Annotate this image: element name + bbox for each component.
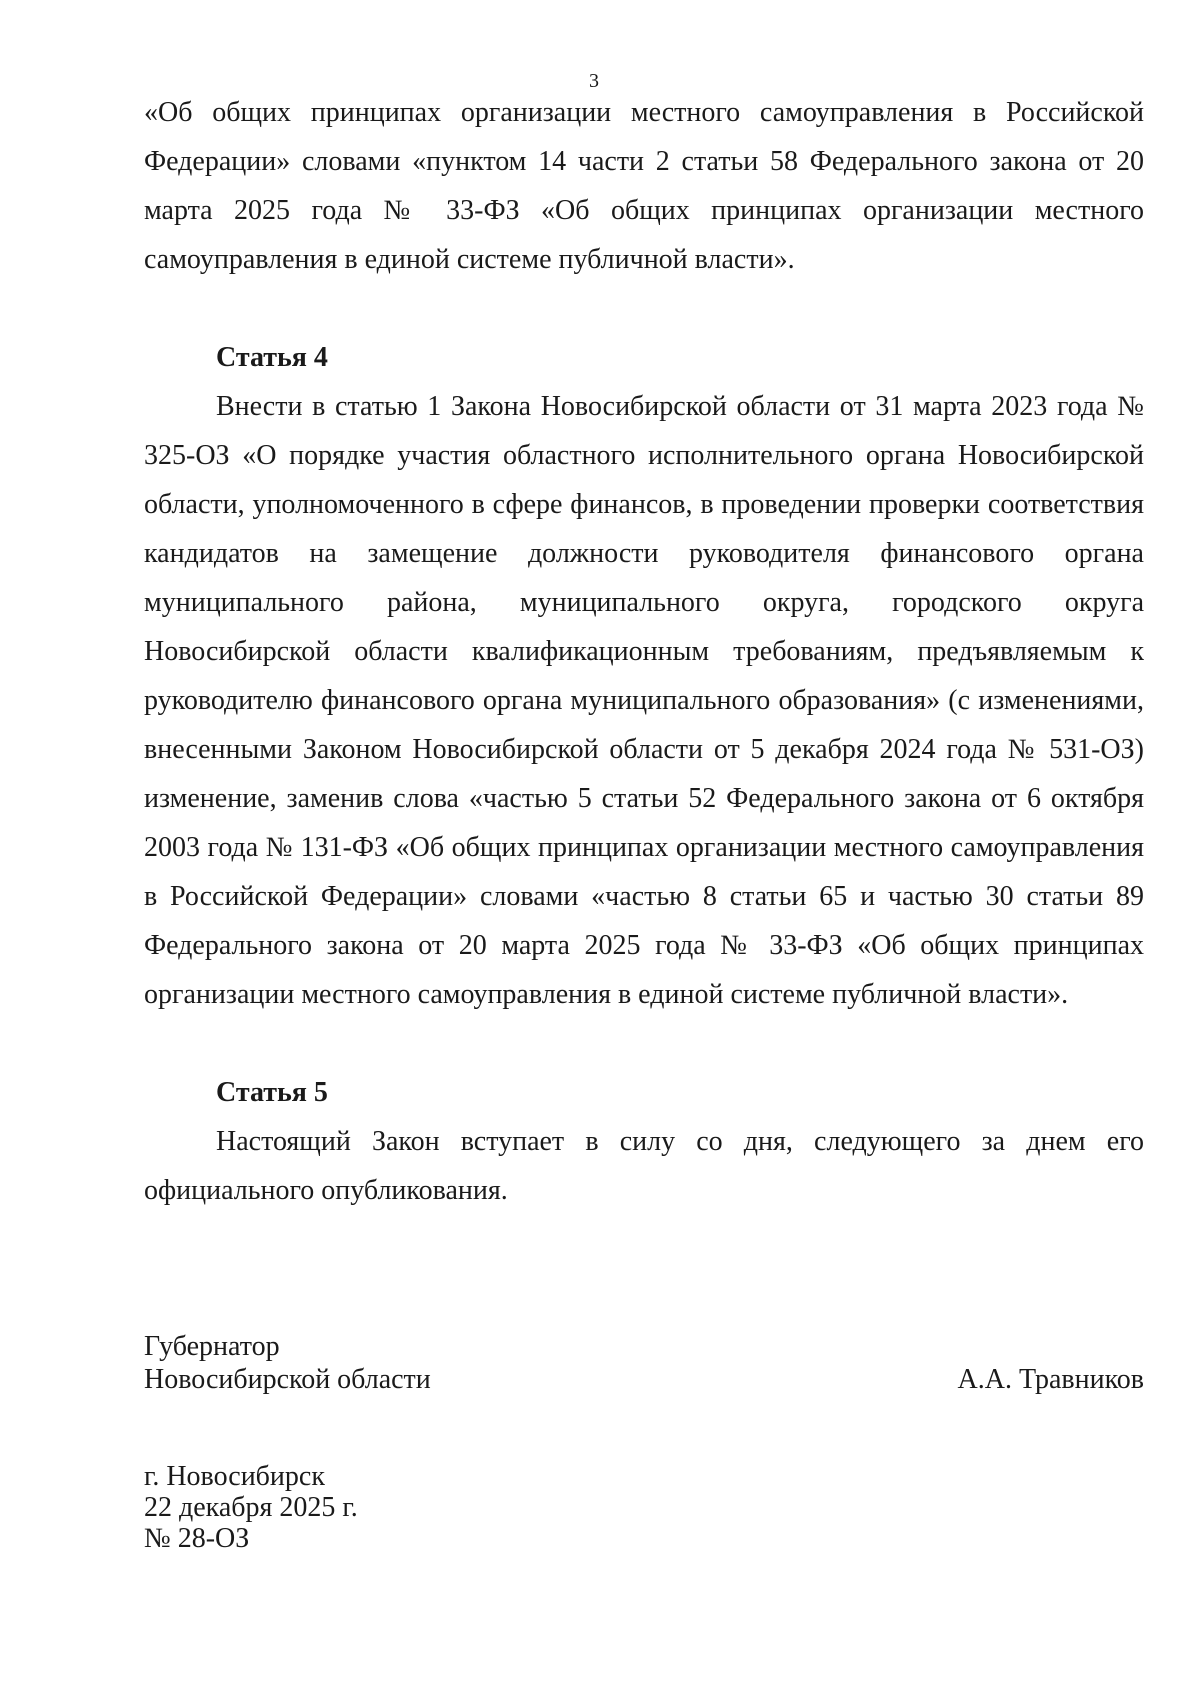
- article-4-heading: Статья 4: [216, 342, 328, 373]
- page-number: 3: [589, 70, 599, 92]
- footer-number: № 28-ОЗ: [144, 1523, 250, 1554]
- signer-title-line1: Губернатор: [144, 1331, 280, 1362]
- footer-date: 22 декабря 2025 г.: [144, 1492, 358, 1523]
- signer-title-line2: Новосибирской области: [144, 1364, 431, 1395]
- document-footer: [144, 1461, 744, 1554]
- signer-name: А.А. Травников: [957, 1364, 1144, 1395]
- article-4-text: Внести в статью 1 Закона Новосибирской области от 31 марта 2023 года № 325-ОЗ «О порядке участия областного исполнительного органа Новосибирской области, уполномоченного в сфере финансов, в проведении проверки соответствия кандидатов на замещение должности руководителя финансового органа муниципального района, муниципального округа, городского округа Новосибирской области квалификационным требованиям, предъявляемым к руководителю финансового органа муниципального образования» (с изменениями, внесенными Законом Новосибирской области от 5 декабря 2024 года № 531-ОЗ) изменение, заменив слова «частью 5 статьи 52 Федерального закона от 6 октября 2003 года № 131-ФЗ «Об общих принципах организации местного самоуправления в Российской Федерации» словами «частью 8 статьи 65 и частью 30 статьи 89 Федерального закона от 20 марта 2025 года № 33-ФЗ «Об общих принципах организации местного самоуправления в единой системе публичной власти».: [144, 391, 1144, 1010]
- article-5-text: Настоящий Закон вступает в силу со дня, следующего за днем его официального опубликования.: [144, 1126, 1144, 1206]
- spacer: [144, 1019, 1144, 1068]
- spacer: [144, 284, 1144, 333]
- document-body: [144, 88, 1144, 1215]
- article-5-heading: Статья 5: [216, 1077, 328, 1108]
- signature-block: [144, 1330, 1144, 1396]
- signature-row: [144, 1363, 1144, 1396]
- intro-paragraph: «Об общих принципах организации местного самоуправления в Российской Федерации» словами «пунктом 14 части 2 статьи 58 Федерального закона от 20 марта 2025 года № 33-ФЗ «Об общих принципах организации местного самоуправления в единой системе публичной власти».: [144, 97, 1144, 275]
- footer-place: г. Новосибирск: [144, 1461, 325, 1492]
